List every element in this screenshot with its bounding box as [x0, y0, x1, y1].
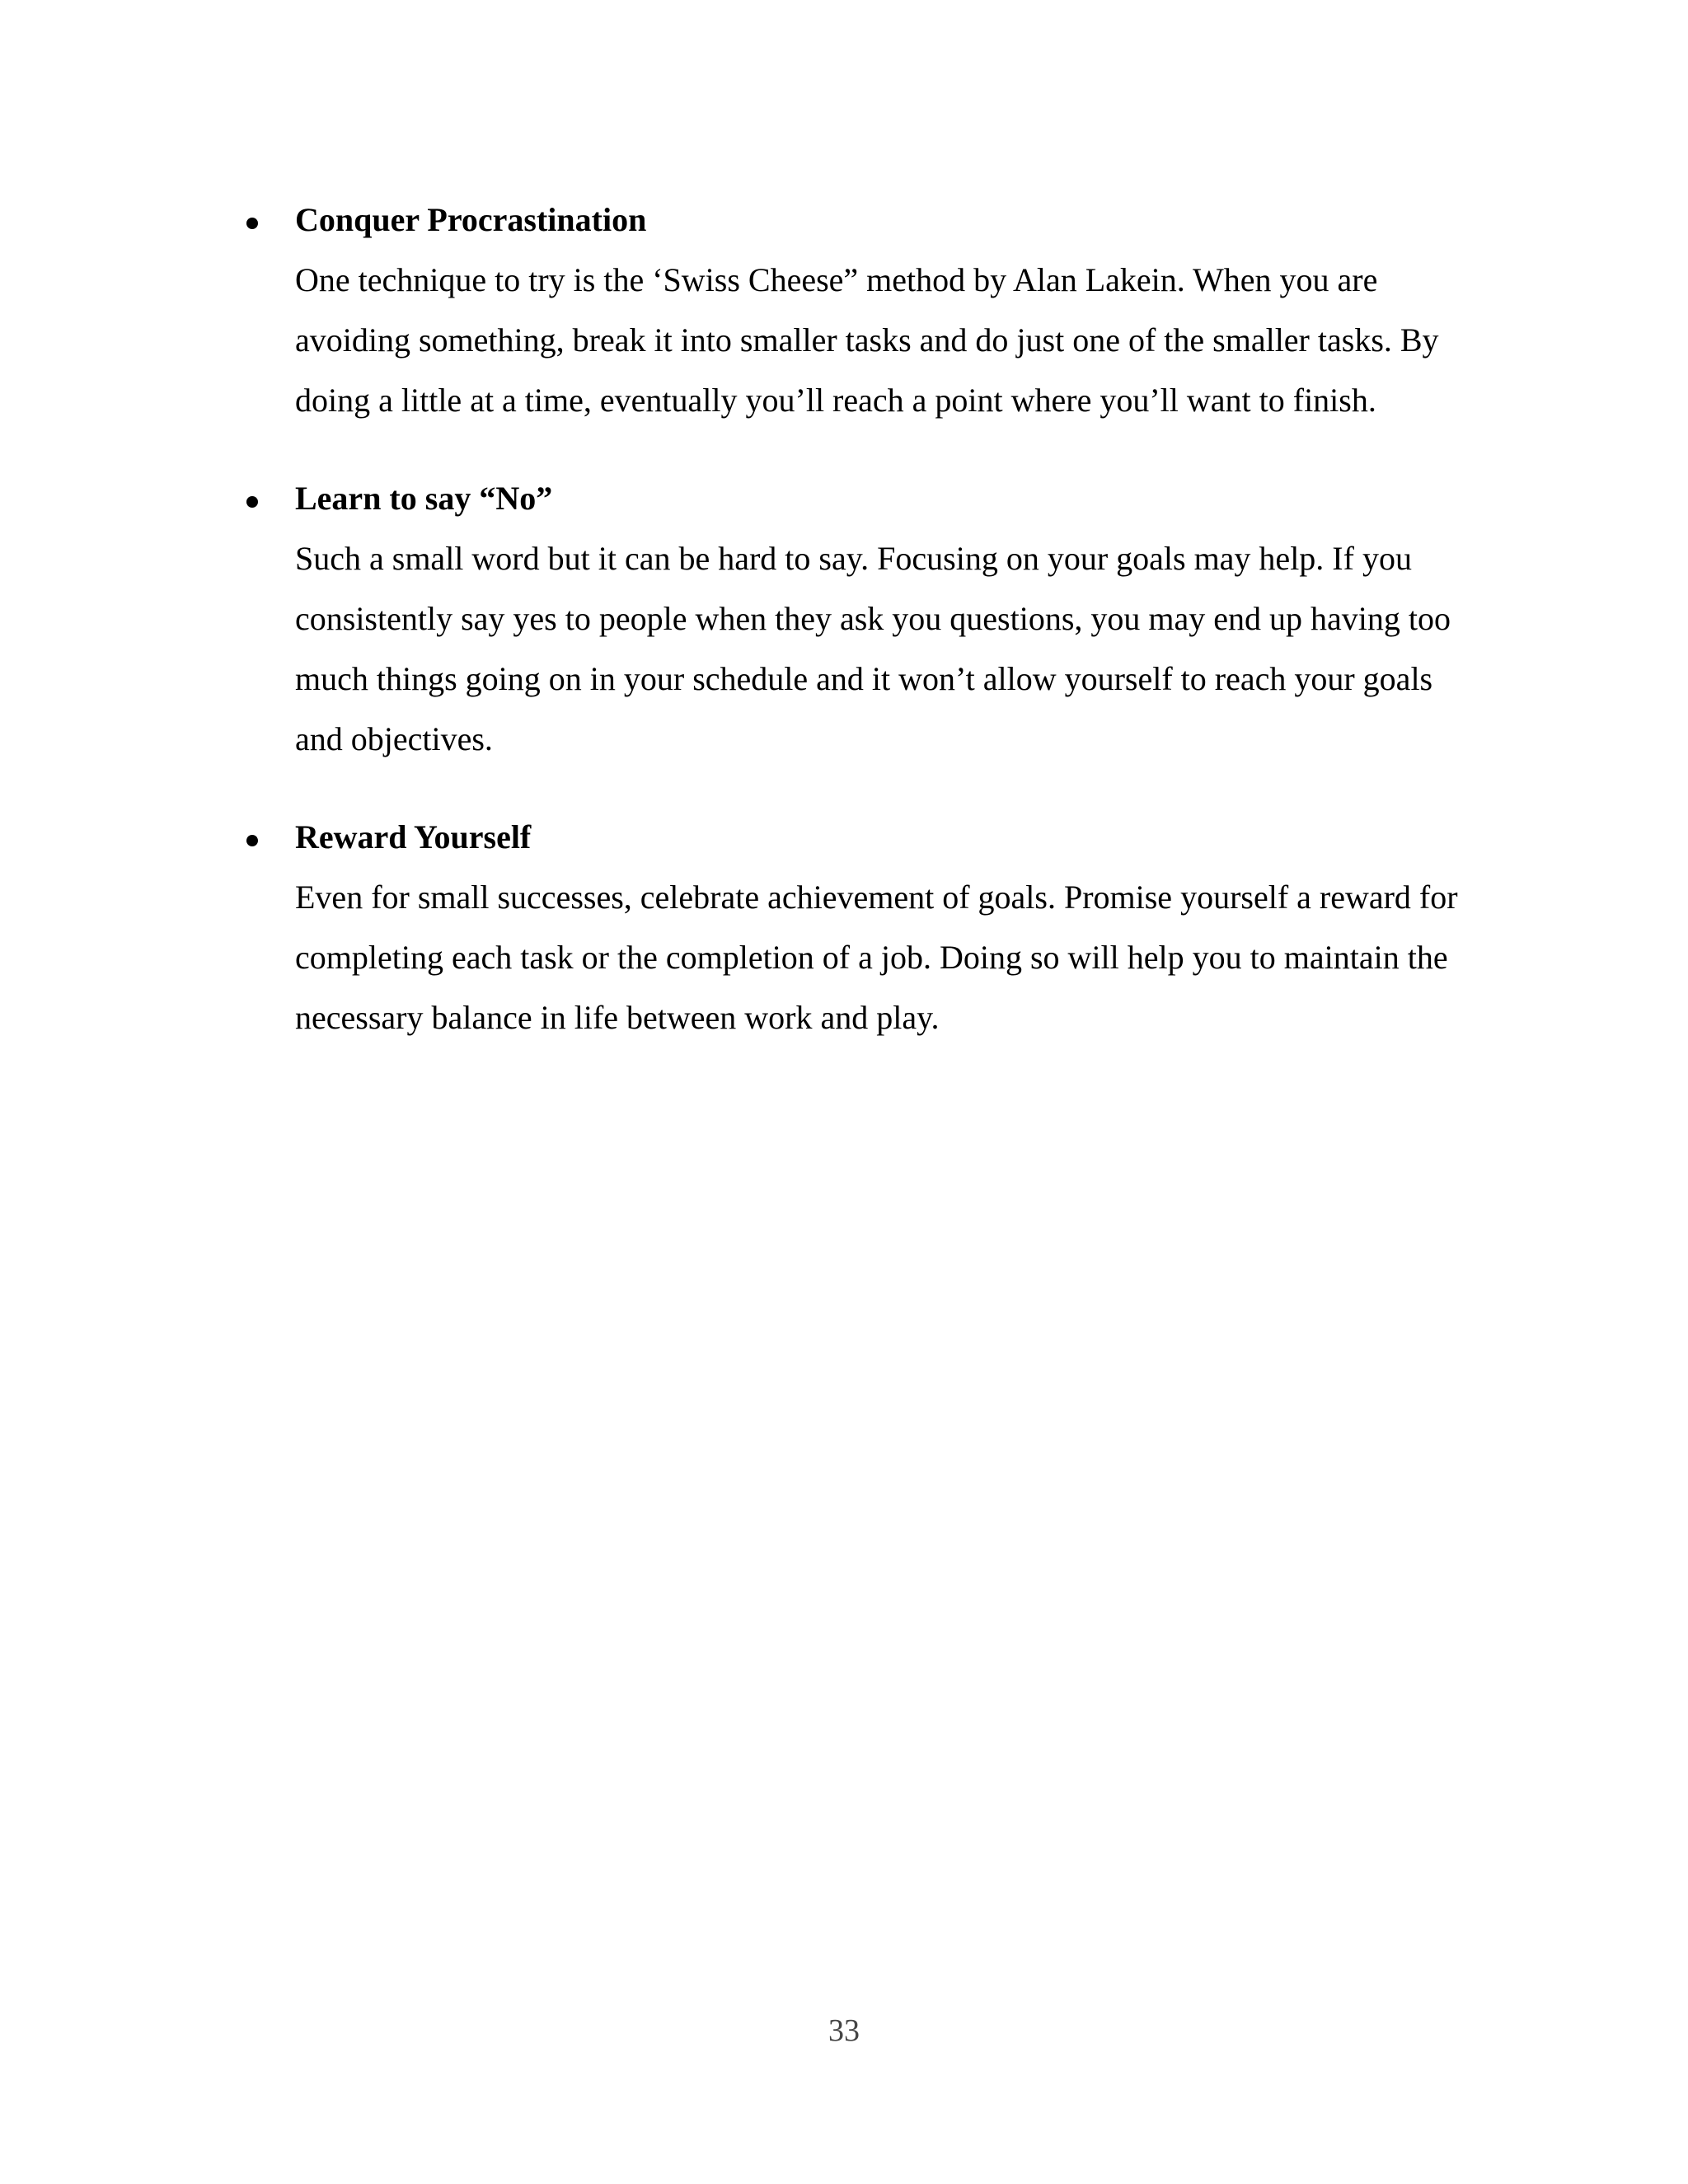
- item-title: Reward Yourself: [295, 818, 532, 855]
- bullet-item-reward-yourself: [239, 807, 1492, 1047]
- page-number: 33: [828, 2013, 860, 2048]
- bullet-dot-icon: [246, 835, 258, 846]
- bullet-item-conquer-procrastination: [239, 190, 1492, 430]
- item-body: Even for small successes, celebrate achievement of goals. Promise yourself a reward for completing each task or the completion of a job. Doing so will help you to maintain the necessary balance in life between work and play.: [295, 879, 1458, 1036]
- item-title: Conquer Procrastination: [295, 201, 647, 238]
- bullet-dot-icon: [246, 218, 258, 229]
- item-title: Learn to say “No”: [295, 480, 553, 517]
- bullet-dot-icon: [246, 496, 258, 508]
- tips-bullet-list: [239, 190, 1492, 1085]
- item-body: Such a small word but it can be hard to say. Focusing on your goals may help. If you consistently say yes to people when they ask you questions, you may end up having too much things going on in your schedule and it won’t allow yourself to reach your goals and objectives.: [295, 540, 1451, 757]
- bullet-item-learn-to-say-no: [239, 468, 1492, 769]
- item-body: One technique to try is the ‘Swiss Cheese” method by Alan Lakein. When you are avoiding something, break it into smaller tasks and do just one of the smaller tasks. By doing a little at a time, eventually you’ll reach a point where you’ll want to finish.: [295, 261, 1439, 419]
